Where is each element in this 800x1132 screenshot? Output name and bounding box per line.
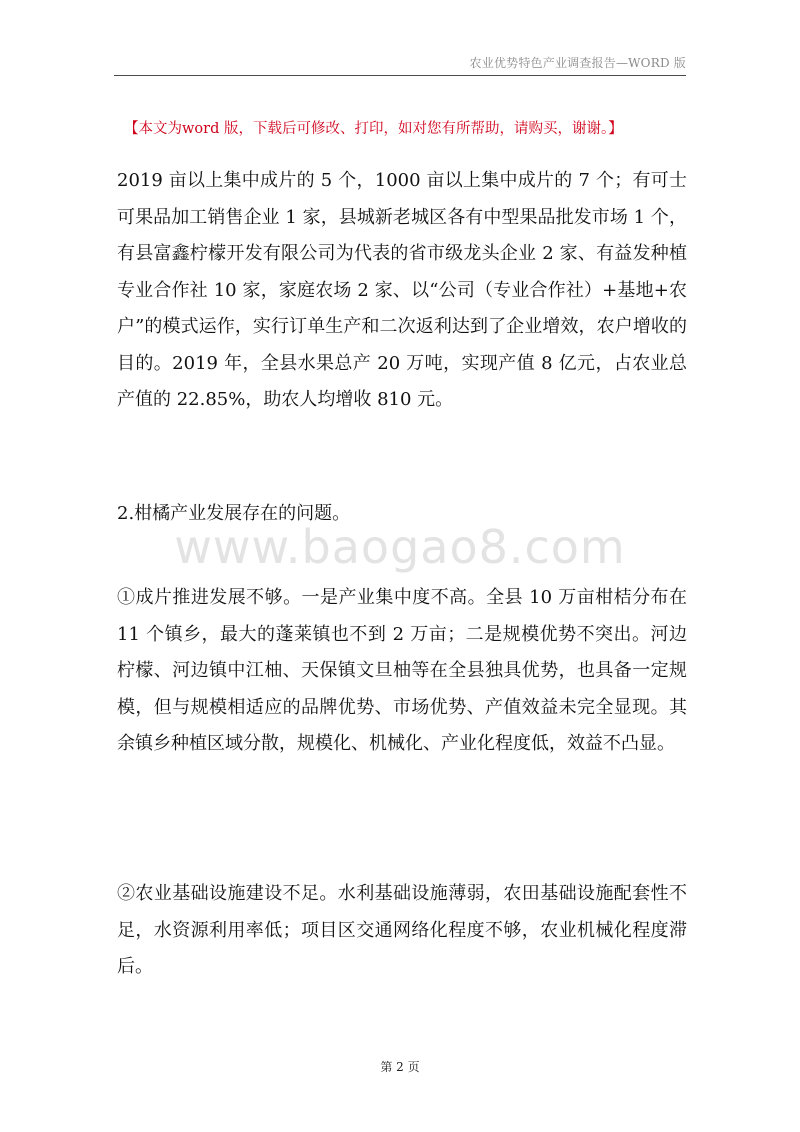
- watermark: www.baogao8.com: [174, 520, 626, 574]
- section-heading: 2.柑橘产业发展存在的问题。: [117, 503, 351, 524]
- body-paragraph-3: ②农业基础设施建设不足。水利基础设施薄弱，农田基础设施配套性不足，水资源利用率低；项目区交通网络化程度不够，农业机械化程度滞后。: [117, 883, 687, 977]
- page-header: 农业优势特色产业调查报告—WORD 版: [469, 56, 686, 70]
- body-paragraph-1: 2019 亩以上集中成片的 5 个，1000 亩以上集中成片的 7 个；有可士可果品加工销售企业 1 家，县城新老城区各有中型果品批发市场 1 个，有县富鑫柠檬开发有限公司为代表的省市级龙头企业 2 家、有益发种植专业合作社 10 家，家庭农场 2 家、以“公司（专业合作社）+基地+农户”的模式运作，实行订单生产和二次返利达到了企业增效，农户增收的目的。2019 年，全县水果总产 20 万吨，实现产值 8 亿元，占农业总产值的 22.85%，助农人均增收 810 元。: [117, 170, 687, 410]
- header-divider: [114, 75, 686, 76]
- download-notice: 【本文为word 版，下载后可修改、打印，如对您有所帮助，请购买，谢谢。】: [124, 121, 623, 137]
- body-paragraph-2: ①成片推进发展不够。一是产业集中度不高。全县 10 万亩柑桔分布在 11 个镇乡，最大的蓬莱镇也不到 2 万亩；二是规模优势不突出。河边柠檬、河边镇中江柚、天保镇文旦柚等在全县独具优势，也具备一定规模，但与规模相适应的品牌优势、市场优势、产值效益未完全显现。其余镇乡种植区域分散，规模化、机械化、产业化程度低，效益不凸显。: [117, 587, 687, 754]
- page-number: 第 2 页: [380, 1060, 420, 1074]
